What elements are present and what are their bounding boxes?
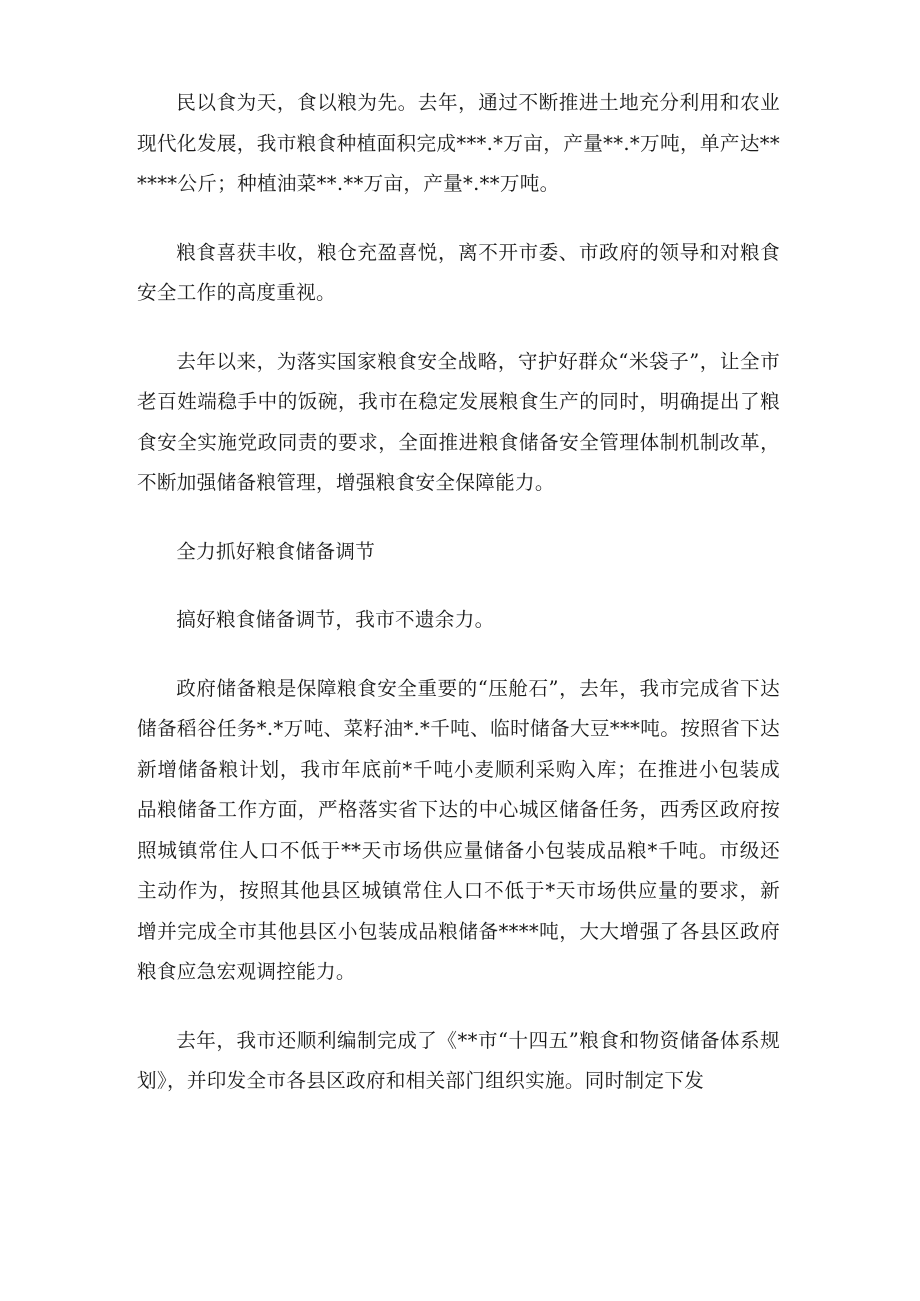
section-heading: 全力抓好粮食储备调节 (176, 539, 376, 563)
paragraph-harvest: 粮食喜获丰收，粮仓充盈喜悦，离不开市委、市政府的领导和对粮食安全工作的高度重视。 (137, 240, 780, 304)
paragraph-food-production: 民以食为天，食以粮为先。去年，通过不断推进土地充分利用和农业现代化发展，我市粮食种植面积完成***.*万亩，产量**.*万吨，单产达******公斤；种植油菜**.**万亩，产量*.**万吨。 (137, 91, 780, 195)
paragraph-reserve-intro: 搞好粮食储备调节，我市不遗余力。 (176, 608, 495, 631)
paragraph-food-security-strategy: 去年以来，为落实国家粮食安全战略，守护好群众“米袋子”，让全市老百姓端稳手中的饭碗，我市在稳定发展粮食生产的同时，明确提出了粮食安全实施党政同责的要求，全面推进粮食储备安全管理体制机制改革，不断加强储备粮管理，增强粮食安全保障能力。 (137, 349, 780, 494)
paragraph-planning: 去年，我市还顺利编制完成了《**市“十四五”粮食和物资储备体系规划》，并印发全市各县区政府和相关部门组织实施。同时制定下发 (137, 1028, 780, 1092)
paragraph-government-reserve: 政府储备粮是保障粮食安全重要的“压舱石”，去年，我市完成省下达储备稻谷任务*.*万吨、菜籽油*.*千吨、临时储备大豆***吨。按照省下达新增储备粮计划，我市年底前*千吨小麦顺利采购入库；在推进小包装成品粮储备工作方面，严格落实省下达的中心城区储备任务，西秀区政府按照城镇常住人口不低于**天市场供应量储备小包装成品粮*千吨。市级还主动作为，按照其他县区城镇常住人口不低于*天市场供应量的要求，新增并完成全市其他县区小包装成品粮储备****吨，大大增强了各县区政府粮食应急宏观调控能力。 (137, 676, 780, 983)
